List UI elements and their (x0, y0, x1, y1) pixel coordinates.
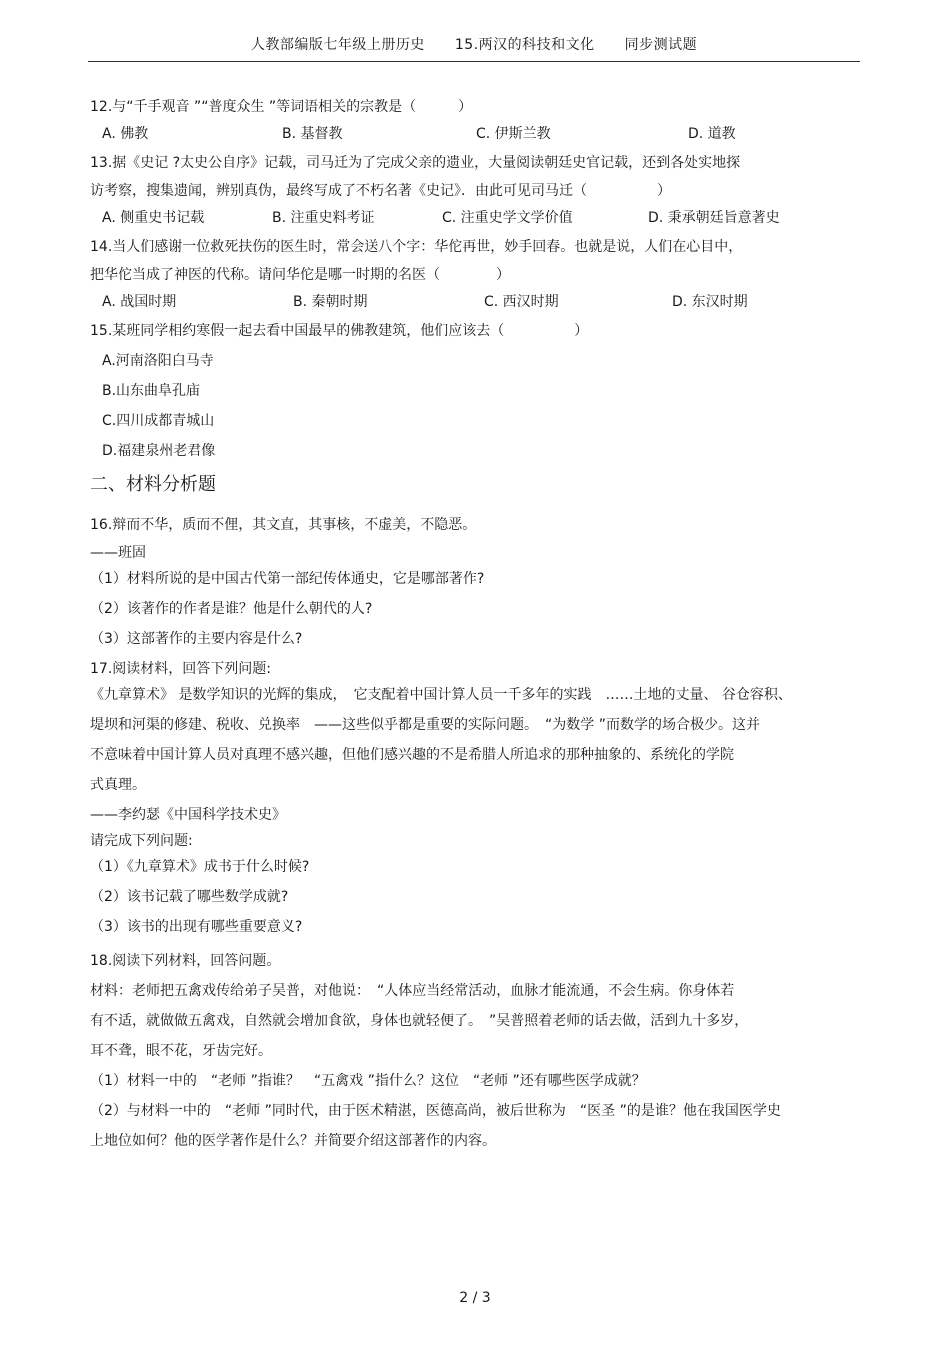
material-source: ——李约瑟《中国科学技术史》 (90, 807, 286, 823)
question-12 (90, 96, 862, 146)
option-b: B. 秦朝时期 (293, 294, 368, 310)
option-d: D. 道教 (688, 126, 736, 142)
option-row (90, 118, 862, 146)
sub-question-1: （1）材料一中的 “老师 ”指谁？ “五禽戏 ”指什么？这位 “老师 ”还有哪些医学成就？ (90, 1073, 646, 1089)
sub-question-1: （1）材料所说的是中国古代第一部纪传体通史，它是哪部著作? (90, 571, 485, 587)
option-row (90, 202, 862, 230)
header-lesson: 15.两汉的科技和文化 (454, 37, 595, 53)
sub-question-3: （3）这部著作的主要内容是什么? (90, 631, 303, 647)
page-content (90, 96, 862, 1156)
option-c: C.四川成都青城山 (102, 413, 215, 429)
question-intro: 18.阅读下列材料，回答问题。 (90, 953, 281, 969)
sub-question-1: （1）《九章算术》成书于什么时候? (90, 859, 310, 875)
material-paragraph: 堤坝和河渠的修建、税收、兑换率 ——这些似乎都是重要的实际问题。 “为数学 ”而数学的场合极少。这并 (90, 717, 760, 733)
question-15 (90, 320, 862, 462)
material-paragraph: 耳不聋，眼不花，牙齿完好。 (90, 1043, 272, 1059)
question-16 (90, 514, 862, 654)
sub-question-2: （2）该著作的作者是谁？他是什么朝代的人? (90, 601, 373, 617)
material-paragraph: 式真理。 (90, 777, 146, 793)
material-quote: 16.辩而不华，质而不俚，其文直，其事核，不虚美，不隐恶。 (90, 517, 477, 533)
option-row (90, 286, 862, 314)
option-a: A.河南洛阳白马寺 (102, 353, 214, 369)
sub-question-2-continued: 上地位如何？他的医学著作是什么？并简要介绍这部著作的内容。 (90, 1133, 496, 1149)
page-header (88, 34, 860, 54)
section-heading: 二、材料分析题 (90, 474, 216, 495)
option-c: C. 伊斯兰教 (476, 126, 551, 142)
sub-question-2: （2）该书记载了哪些数学成就? (90, 889, 289, 905)
option-a: A. 战国时期 (102, 294, 177, 310)
material-paragraph: 《九章算术》 是数学知识的光辉的集成， 它支配着中国计算人员一千多年的实践 ……土地的丈量、 谷仓容积、 (90, 687, 792, 703)
material-source: ——班固 (90, 545, 146, 561)
option-d: D.福建泉州老君像 (102, 443, 216, 459)
page-number: 2 / 3 (459, 1290, 491, 1306)
question-18 (90, 946, 862, 1156)
question-13 (90, 152, 862, 230)
question-stem-line-2: 把华佗当成了神医的代称。请问华佗是哪一时期的名医（ ） (90, 267, 510, 283)
sub-question-2: （2）与材料一中的 “老师 ”同时代，由于医术精湛，医德高尚，被后世称为 “医圣 ”的是谁？他在我国医学史 (90, 1103, 781, 1119)
question-stem: 12.与“千手观音 ”“普度众生 ”等词语相关的宗教是（ ） (90, 99, 473, 115)
header-doc-type: 同步测试题 (624, 37, 698, 53)
option-a: A. 佛教 (102, 126, 149, 142)
question-14 (90, 236, 862, 314)
material-paragraph: 不意味着中国计算人员对真理不感兴趣，但他们感兴趣的不是希腊人所追求的那种抽象的、系统化的学院 (90, 747, 734, 763)
material-paragraph: 有不适，就做做五禽戏，自然就会增加食欲，身体也就轻便了。 ”吴普照着老师的话去做，活到九十多岁， (90, 1013, 749, 1029)
option-a: A. 侧重史书记载 (102, 210, 205, 226)
option-c: C. 注重史学文学价值 (442, 210, 573, 226)
material-paragraph: 材料：老师把五禽戏传给弟子吴普，对他说： “人体应当经常活动，血脉才能流通，不会生病。你身体若 (90, 983, 735, 999)
option-d: D. 东汉时期 (672, 294, 748, 310)
header-rule (88, 61, 860, 62)
question-stem-line-1: 14.当人们感谢一位救死扶伤的医生时，常会送八个字：华佗再世，妙手回春。也就是说，人们在心目中， (90, 239, 743, 255)
question-stem: 15.某班同学相约寒假一起去看中国最早的佛教建筑，他们应该去（ ） (90, 323, 589, 339)
option-b: B.山东曲阜孔庙 (102, 383, 201, 399)
sub-question-3: （3）该书的出现有哪些重要意义? (90, 919, 303, 935)
question-prompt: 请完成下列问题: (90, 833, 193, 849)
option-d: D. 秉承朝廷旨意著史 (648, 210, 780, 226)
question-intro: 17.阅读材料，回答下列问题: (90, 661, 271, 677)
question-17 (90, 658, 862, 942)
option-b: B. 基督教 (282, 126, 343, 142)
option-c: C. 西汉时期 (484, 294, 559, 310)
question-stem-line-1: 13.据《史记 ?太史公自序》记载，司马迁为了完成父亲的遗业，大量阅读朝廷史官记载，还到各处实地探 (90, 155, 741, 171)
option-b: B. 注重史料考证 (272, 210, 375, 226)
question-stem-line-2: 访考察，搜集遗闻，辨别真伪，最终写成了不朽名著《史记》．由此可见司马迁（ ） (90, 183, 671, 199)
header-course: 人教部编版七年级上册历史 (250, 37, 425, 53)
